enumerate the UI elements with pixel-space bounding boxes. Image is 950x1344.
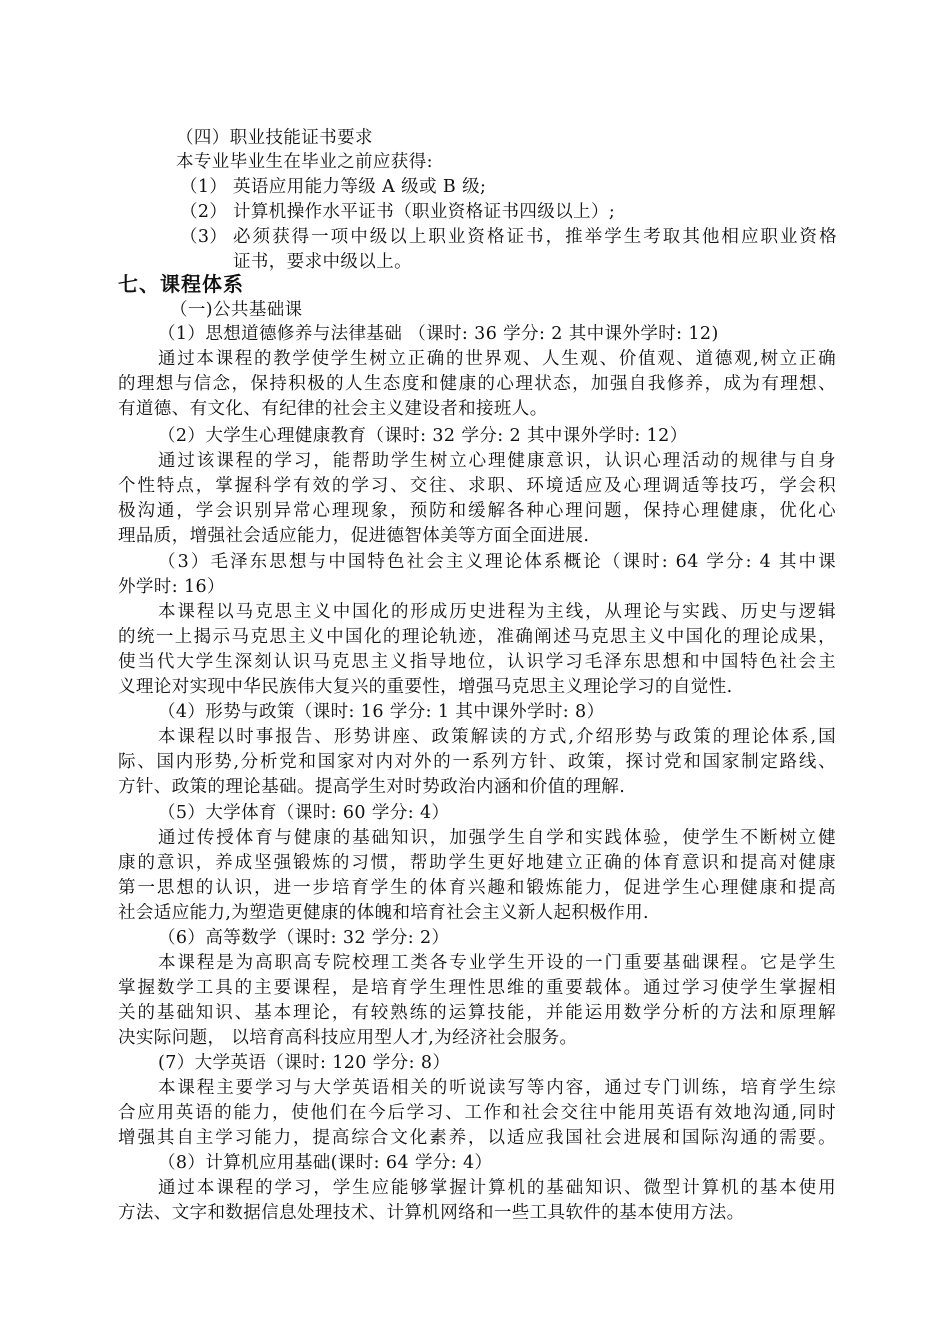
course-title: （5）大学体育（课时: 60 学分: 4） — [158, 803, 450, 823]
cert-item-text: 计算机操作水平证书（职业资格证书四级以上）; — [233, 202, 616, 222]
course-description-line: 决实际问题， 以培育高科技应用型人才,为经济社会服务。 — [118, 1028, 578, 1048]
course-description-line: 义理论对实现中华民族伟大复兴的重要性，增强马克思主义理论学习的自觉性. — [118, 677, 733, 697]
course-description-line: 有道德、有文化、有纪律的社会主义建设者和接班人。 — [118, 399, 548, 419]
subsection-heading: （一)公共基础课 — [170, 300, 303, 320]
cert-item-number: （3） — [180, 227, 228, 247]
course-description-line: 社会适应能力,为塑造更健康的体魄和培育社会主义新人起积极作用. — [118, 903, 650, 923]
course-description-line: 本课程以马克思主义中国化的形成历史进程为主线，从理论与实践、历史与逻辑 — [158, 602, 836, 622]
course-description-line: 的理想与信念，保持积极的人生态度和健康的心理状态，加强自我修养，成为有理想、 — [118, 374, 836, 394]
course-description-line: 掌握数学工具的主要课程，是培育学生理性思维的重要载体。通过学习使学生掌握相 — [118, 978, 836, 998]
cert-section-title: （四）职业技能证书要求 — [176, 128, 373, 148]
course-title: （6）高等数学（课时: 32 学分: 2） — [158, 928, 450, 948]
course-title: （8）计算机应用基础(课时: 64 学分: 4） — [158, 1153, 493, 1173]
cert-item-text: 英语应用能力等级 A 级或 B 级; — [233, 177, 487, 197]
course-description-line: 通过本课程的学习，学生应能够掌握计算机的基础知识、微型计算机的基本使用 — [158, 1178, 836, 1198]
course-description-line: 合应用英语的能力，使他们在今后学习、工作和社会交往中能用英语有效地沟通,同时 — [118, 1103, 836, 1123]
cert-item-text-continued: 证书，要求中级以上。 — [233, 252, 412, 272]
course-description-line: 方法、文字和数据信息处理技术、计算机网络和一些工具软件的基本使用方法。 — [118, 1203, 745, 1223]
course-description-line: 本课程是为高职高专院校理工类各专业学生开设的一门重要基础课程。它是学生 — [158, 953, 836, 973]
course-title: (7）大学英语（课时: 120 学分: 8） — [158, 1053, 451, 1073]
course-description-line: 第一思想的认识，进一步培育学生的体育兴趣和锻炼能力，促进学生心理健康和提高 — [118, 878, 836, 898]
course-description-line: 通过传授体育与健康的基础知识，加强学生自学和实践体验，使学生不断树立健 — [158, 828, 836, 848]
course-description-line: 理品质，增强社会适应能力，促进德智体美等方面全面进展. — [118, 526, 590, 546]
course-title-continued: 外学时: 16） — [118, 577, 225, 597]
course-description-line: 的统一上揭示马克思主义中国化的理论轨迹，准确阐述马克思主义中国化的理论成果， — [118, 627, 836, 647]
course-description-line: 本课程主要学习与大学英语相关的听说读写等内容，通过专门训练，培育学生综 — [158, 1078, 836, 1098]
course-description-line: 通过该课程的学习，能帮助学生树立心理健康意识，认识心理活动的规律与自身 — [158, 451, 836, 471]
course-title: （3）毛泽东思想与中国特色社会主义理论体系概论（课时: 64 学分: 4 其中课 — [158, 552, 836, 572]
course-description-line: 通过本课程的教学使学生树立正确的世界观、人生观、价值观、道德观,树立正确 — [158, 349, 836, 369]
course-title: （4）形势与政策（课时: 16 学分: 1 其中课外学时: 8） — [158, 702, 605, 722]
cert-item-text: 必须获得一项中级以上职业资格证书，推举学生考取其他相应职业资格 — [233, 227, 837, 247]
cert-intro: 本专业毕业生在毕业之前应获得: — [176, 152, 433, 172]
course-title: （2）大学生心理健康教育（课时: 32 学分: 2 其中课外学时: 12） — [158, 426, 688, 446]
course-description-line: 关的基础知识、基本理论，有较熟练的运算技能，并能运用数学分析的方法和原理解 — [118, 1003, 836, 1023]
course-description-line: 极沟通，学会识别异常心理现象，预防和缓解各种心理问题，保持心理健康，优化心 — [118, 501, 836, 521]
course-description-line: 个性特点，掌握科学有效的学习、交往、求职、环境适应及心理调适等技巧，学会积 — [118, 476, 836, 496]
cert-item-number: （2） — [180, 202, 228, 222]
course-description-line: 康的意识，养成坚强锻炼的习惯，帮助学生更好地建立正确的体育意识和提高对健康 — [118, 853, 836, 873]
course-description-line: 使当代大学生深刻认识马克思主义指导地位，认识学习毛泽东思想和中国特色社会主 — [118, 652, 836, 672]
course-description-line: 增强其自主学习能力，提高综合文化素养，以适应我国社会进展和国际沟通的需要。 — [118, 1128, 836, 1148]
course-title: （1）思想道德修养与法律基础 （课时: 36 学分: 2 其中课外学时: 12) — [158, 324, 719, 344]
cert-item-number: （1） — [180, 177, 228, 197]
course-description-line: 方针、政策的理论基础。提高学生对时势政治内涵和价值的理解. — [118, 777, 626, 797]
section-heading: 七、课程体系 — [118, 272, 244, 296]
course-description-line: 本课程以时事报告、形势讲座、政策解读的方式,介绍形势与政策的理论体系,国 — [158, 727, 836, 747]
course-description-line: 际、国内形势,分析党和国家对内对外的一系列方针、政策，探讨党和国家制定路线、 — [118, 752, 836, 772]
